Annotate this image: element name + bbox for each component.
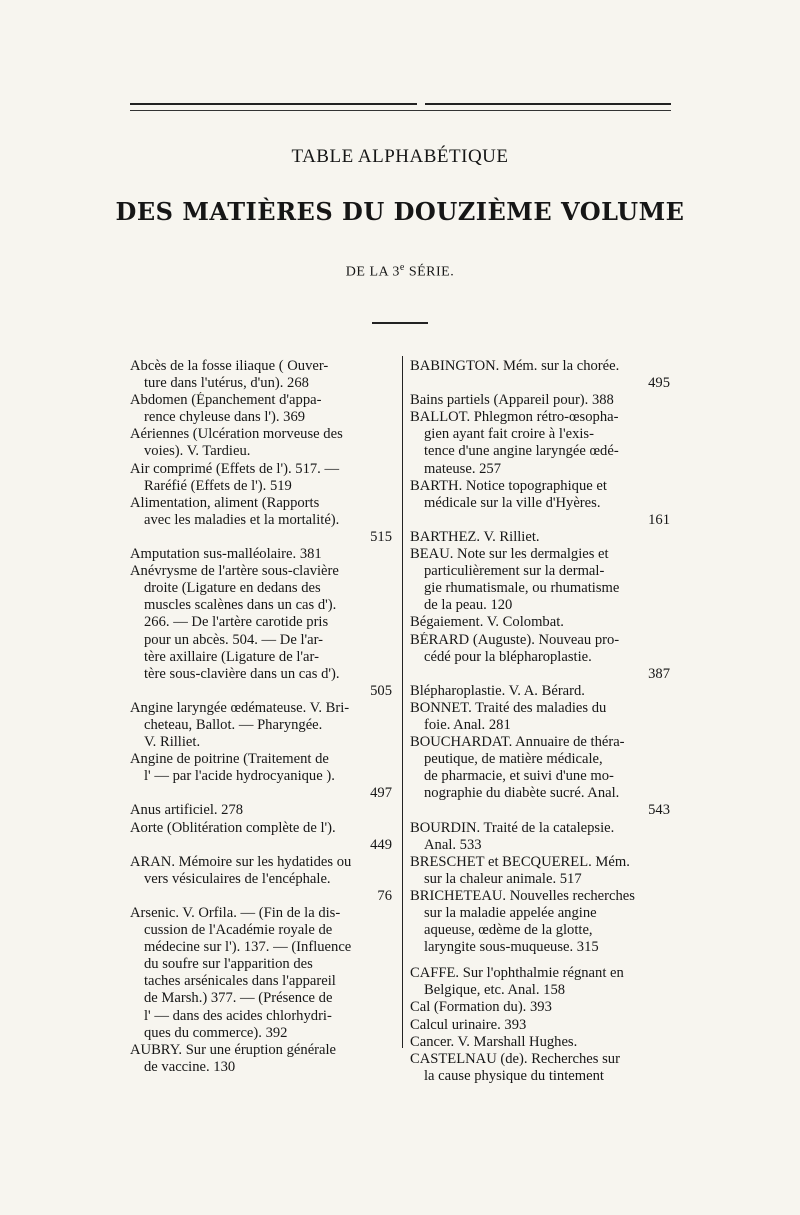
index-entry [130,854,392,905]
index-entry-page: 449 [370,836,392,853]
index-entry-line: BÉRARD (Auguste). Nouveau pro- [410,631,620,648]
right-column [410,358,670,1085]
index-entry [130,546,392,563]
index-entry-line: peutique, de matière médicale, [424,751,603,768]
index-entry-line: Abdomen (Épanchement d'appa- [130,392,322,409]
index-entry-line: gien ayant fait croire à l'exis- [424,426,594,443]
index-entry [410,854,670,888]
index-entry-line: tence d'une angine laryngée œdé- [424,443,619,460]
index-entry-line: de pharmacie, et suivi d'une mo- [424,768,614,785]
index-entry-line: Amputation sus-malléolaire. 381 [130,546,322,563]
top-rule-right [425,103,671,105]
title-line-1: TABLE ALPHABÉTIQUE [291,146,509,167]
index-entry [410,1051,670,1085]
index-entry-page: 497 [370,785,392,802]
title-line-2: DES MATIÈRES DU DOUZIÈME VOLUME [115,197,685,226]
index-entry-page: 161 [648,511,670,528]
index-entry-line: CAFFE. Sur l'ophthalmie régnant en [410,965,624,982]
index-entry-line: Raréfié (Effets de l'). 519 [144,477,292,494]
center-rule [372,322,428,324]
index-entry-line: aqueuse, œdème de la glotte, [424,922,593,939]
top-rule-thin [130,110,671,111]
index-entry [130,802,392,819]
index-entry-line: BABINGTON. Mém. sur la chorée. [410,358,620,374]
index-entry [410,734,670,819]
index-entry-line: CASTELNAU (de). Recherches sur [410,1050,620,1067]
title-line-3-pre: DE LA [345,264,393,280]
index-entry-line: laryngite sous-muqueuse. 315 [424,939,599,956]
index-entry [410,358,670,392]
index-entry [130,905,392,1042]
index-entry [410,700,670,734]
index-entry-line: AUBRY. Sur une éruption générale [130,1041,337,1058]
index-entry-line: BOUCHARDAT. Annuaire de théra- [410,734,625,751]
index-entry-line: sur la maladie appelée angine [424,905,597,921]
index-entry-line: ARAN. Mémoire sur les hydatides ou [130,853,352,870]
index-entry-page: 76 [377,887,392,904]
index-entry [410,999,670,1016]
index-entry-line: droite (Ligature en dedans des [144,580,321,597]
index-entry-page: 387 [648,665,670,682]
index-entry [130,358,392,392]
index-entry-line: BARTH. Notice topographique et [410,477,607,494]
index-entry-line: Abcès de la fosse iliaque ( Ouver- [130,358,329,374]
index-entry-line: Anévrysme de l'artère sous-clavière [130,563,339,580]
index-entry [130,426,392,460]
index-entry-line: sur la chaleur animale. 517 [424,870,582,887]
index-entry-line: médicale sur la ville d'Hyères. [424,494,601,511]
index-entry [410,632,670,683]
index-entry-line: cheteau, Ballot. — Pharyngée. [144,716,323,733]
index-entry [410,546,670,614]
index-entry-page: 495 [648,375,670,392]
index-entry-line: l' — dans des acides chlorhydri- [144,1007,332,1024]
index-entry [410,614,670,631]
index-entry-line: Air comprimé (Effets de l'). 517. — [130,460,340,477]
index-entry-line: Bains partiels (Appareil pour). 388 [410,392,614,409]
title-line-3 [0,262,800,281]
left-column [130,358,392,1076]
index-entry-line: particulièrement sur la dermal- [424,563,605,580]
index-entry-line: Aériennes (Ulcération morveuse des [130,426,343,443]
index-entry-line: Angine laryngée œdémateuse. V. Bri- [130,699,350,716]
section-gap [410,956,670,965]
index-entry-line: V. Rilliet. [144,734,201,751]
index-entry-line: tère axillaire (Ligature de l'ar- [144,648,319,665]
index-entry [410,820,670,854]
index-entry-line: nographie du diabète sucré. Anal. [424,785,620,802]
index-entry [130,1042,392,1076]
index-entry [410,888,670,956]
index-entry-line: de Marsh.) 377. — (Présence de [144,990,333,1007]
index-entry-line: BALLOT. Phlegmon rétro-œsopha- [410,409,619,426]
index-entry [410,965,670,999]
index-entry-line: BONNET. Traité des maladies du [410,699,607,716]
index-entry [410,478,670,529]
index-entry-line: BOURDIN. Traité de la catalepsie. [410,819,615,836]
index-entry [410,529,670,546]
index-entry-line: BEAU. Note sur les dermalgies et [410,546,609,563]
index-entry-line: de vaccine. 130 [144,1058,236,1075]
title-line-3-sup: e [399,262,405,273]
index-entry-line: BRESCHET et BECQUEREL. Mém. [410,853,630,870]
index-entry-page: 515 [370,528,392,545]
index-entry [410,1034,670,1051]
index-entry-line: BRICHETEAU. Nouvelles recherches [410,887,635,904]
index-entry-line: cédé pour la blépharoplastie. [424,648,592,665]
index-entry-line: tère sous-clavière dans un cas d'). [144,665,340,682]
index-entry-line: vers vésiculaires de l'encéphale. [144,870,331,887]
index-entry-line: mateuse. 257 [424,460,502,477]
index-entry-line: Alimentation, aliment (Rapports [130,494,320,511]
index-entry-line: voies). V. Tardieu. [144,443,251,460]
index-entry [130,563,392,700]
index-entry-line: foie. Anal. 281 [424,716,511,733]
index-entry-line: rence chyleuse dans l'). 369 [144,409,306,426]
title-line-3-post: SÉRIE. [404,264,455,280]
index-entry-line: Aorte (Oblitération complète de l'). [130,819,336,836]
index-entry-line: BARTHEZ. V. Rilliet. [410,528,540,545]
index-entry-page: 505 [370,682,392,699]
index-entry-line: ques du commerce). 392 [144,1024,288,1041]
index-entry-line: Angine de poitrine (Traitement de [130,751,329,768]
index-entry-line: ture dans l'utérus, d'un). 268 [144,375,309,392]
top-rule-left [130,103,417,105]
index-entry [410,1017,670,1034]
index-entry-line: Anus artificiel. 278 [130,802,244,819]
index-entry-line: du soufre sur l'apparition des [144,956,313,973]
index-entry [410,683,670,700]
index-entry-line: taches arsénicales dans l'appareil [144,973,336,990]
index-entry-line: Cancer. V. Marshall Hughes. [410,1033,578,1050]
column-divider [402,356,403,1048]
index-entry-line: de la peau. 120 [424,597,513,614]
title-line-3-num: 3 [392,264,400,280]
index-entry-line: l' — par l'acide hydrocyanique ). [144,768,335,785]
index-entry-line: Blépharoplastie. V. A. Bérard. [410,682,585,699]
index-entry-line: gie rhumatismale, ou rhumatisme [424,580,620,597]
index-entry-line: pour un abcès. 504. — De l'ar- [144,631,324,648]
index-entry-page: 543 [648,802,670,819]
index-entry [130,820,392,854]
index-entry-line: avec les maladies et la mortalité). [144,511,340,528]
index-entry [130,700,392,751]
index-entry [130,751,392,802]
index-entry [130,495,392,546]
index-entry-line: Belgique, etc. Anal. 158 [424,982,566,999]
index-entry-line: la cause physique du tintement [424,1067,604,1084]
index-entry-line: Anal. 533 [424,836,482,853]
index-entry-line: Calcul urinaire. 393 [410,1016,527,1033]
index-entry [410,409,670,477]
index-entry [130,392,392,426]
index-entry-line: muscles scalènes dans un cas d'). [144,597,337,614]
index-entry-line: Arsenic. V. Orfila. — (Fin de la dis- [130,905,341,921]
index-entry-line: Bégaiement. V. Colombat. [410,614,564,631]
index-entry [130,461,392,495]
index-entry [410,392,670,409]
index-entry-line: 266. — De l'artère carotide pris [144,614,329,631]
index-entry-line: cussion de l'Académie royale de [144,922,333,939]
index-entry-line: Cal (Formation du). 393 [410,999,552,1016]
index-entry-line: médecine sur l'). 137. — (Influence [144,939,352,956]
